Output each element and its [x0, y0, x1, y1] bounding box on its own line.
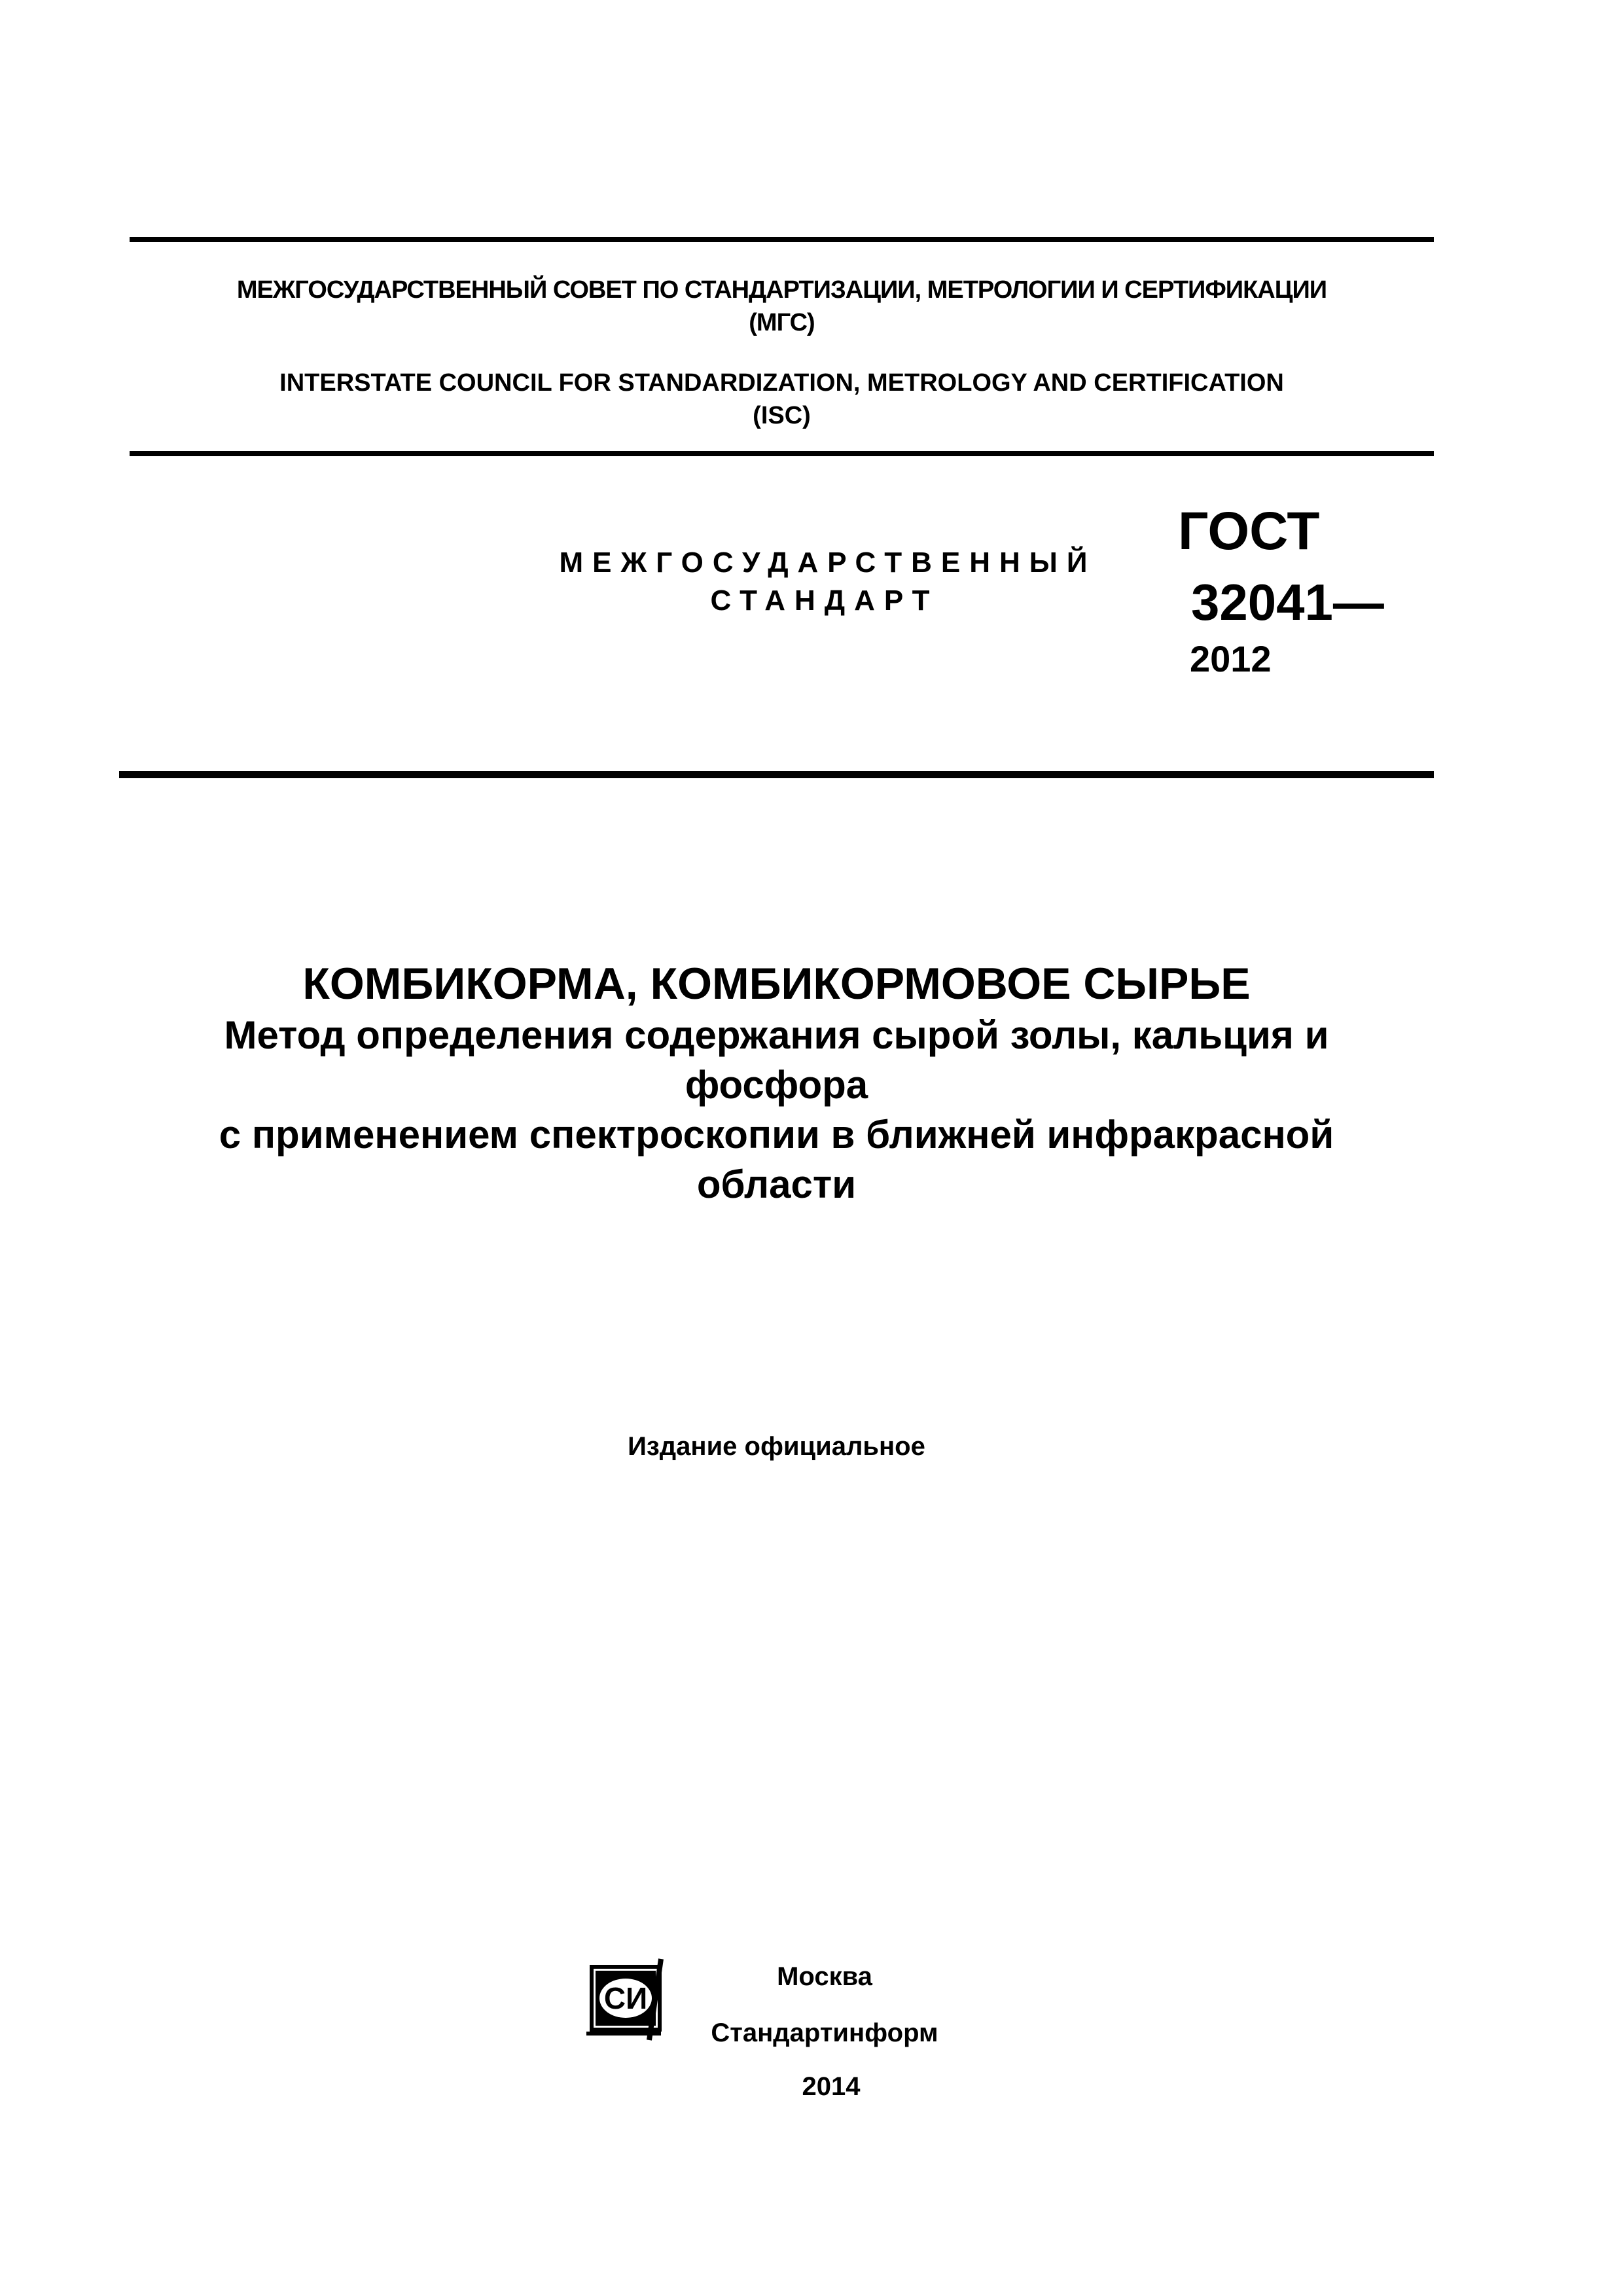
council-name-en-text: INTERSTATE COUNCIL FOR STANDARDIZATION, METROLOGY AND CERTIFICATION [279, 369, 1284, 397]
council-abbr-ru: (МГС) [749, 309, 815, 336]
title-line-5: области [696, 1162, 857, 1206]
gost-year: 2012 [1190, 638, 1272, 679]
svg-text:СИ: СИ [603, 1981, 648, 2015]
publication-year: 2014 [802, 2072, 861, 2101]
title-line-2: Метод определения содержания сырой золы, кальция и [224, 1013, 1329, 1057]
top-divider [130, 237, 1434, 242]
gost-word: ГОСТ [1178, 501, 1320, 561]
gost-number: 32041— [1191, 573, 1384, 631]
title-line-3: фосфора [685, 1063, 868, 1107]
edition-label: Издание официальное [628, 1432, 925, 1461]
standard-label-line2: СТАНДАРТ [710, 584, 939, 617]
middle-divider [130, 451, 1434, 456]
title-line-4: с применением спектроскопии в ближней инфракрасной [219, 1113, 1334, 1157]
bottom-divider [119, 771, 1434, 778]
publisher-name: Стандартинформ [711, 2018, 938, 2047]
council-name-ru-text: МЕЖГОСУДАРСТВЕННЫЙ СОВЕТ ПО СТАНДАРТИЗАЦИИ, МЕТРОЛОГИИ И СЕРТИФИКАЦИИ [236, 276, 1327, 304]
publisher-city: Москва [777, 1962, 872, 1991]
standard-label-line1: МЕЖГОСУДАРСТВЕННЫЙ [559, 547, 1097, 579]
title-main: КОМБИКОРМА, КОМБИКОРМОВОЕ СЫРЬЕ [302, 959, 1251, 1009]
document-title [119, 957, 1434, 1210]
council-name-en [130, 367, 1434, 432]
council-name-ru [130, 274, 1434, 339]
council-abbr-en: (ISC) [753, 402, 811, 429]
